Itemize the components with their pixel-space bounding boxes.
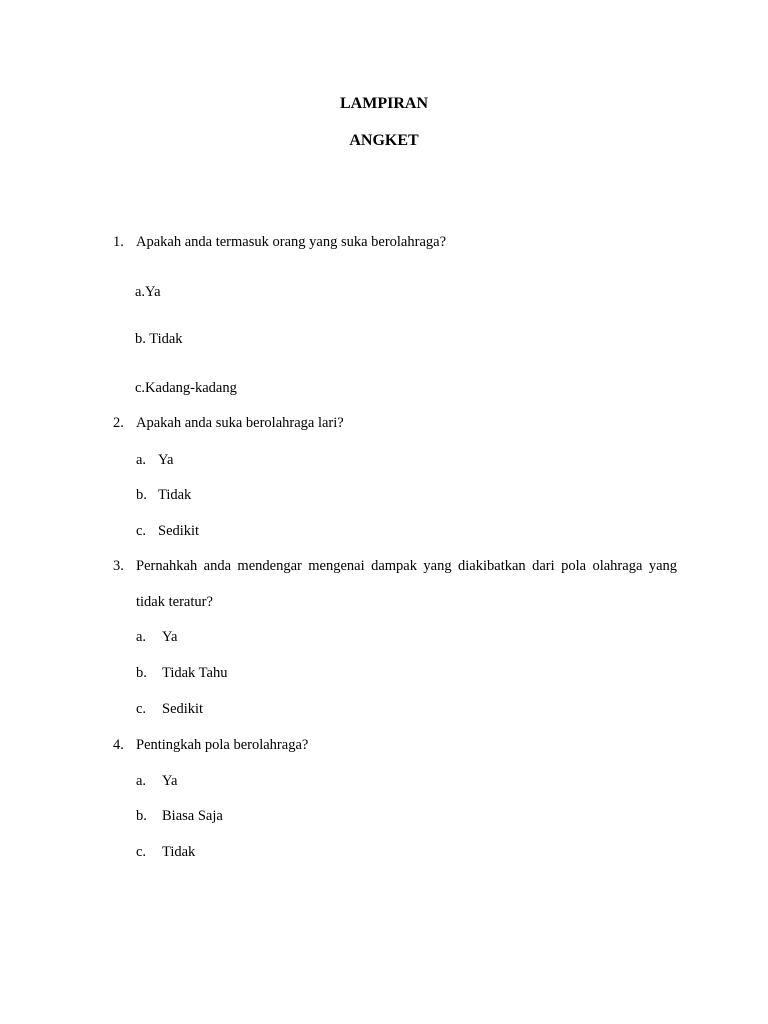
option-c-text: Sedikit (158, 523, 200, 539)
option-c: c.Kadang-kadang (135, 380, 237, 396)
option-c-text: Sedikit (162, 701, 204, 717)
option-b-letter: b. (136, 665, 147, 681)
question-number: 4. (113, 737, 124, 753)
option-b-letter: b. (136, 808, 147, 824)
option-a-letter: a. (136, 773, 147, 789)
question-text: Pentingkah pola berolahraga? (136, 737, 309, 753)
question-text: Apakah anda suka berolahraga lari? (136, 415, 344, 431)
option-b: b. Tidak (135, 331, 183, 347)
option-c-letter: c. (136, 844, 147, 860)
option-c-text: Tidak (162, 844, 196, 860)
question-number: 3. (113, 558, 124, 574)
option-c-letter: c. (136, 701, 147, 717)
option-a-text: Ya (162, 629, 178, 645)
question-text: Apakah anda termasuk orang yang suka berolahraga? (136, 234, 447, 250)
option-b-text: Tidak Tahu (162, 665, 228, 681)
document-title: LAMPIRAN (340, 95, 428, 112)
option-b-letter: b. (136, 487, 147, 503)
option-a-text: Ya (158, 452, 174, 468)
option-b-text: Biasa Saja (162, 808, 223, 824)
option-c-letter: c. (136, 523, 147, 539)
question-number: 1. (113, 234, 124, 250)
option-a-letter: a. (136, 452, 147, 468)
option-a-text: Ya (162, 773, 178, 789)
document-subtitle: ANGKET (349, 132, 419, 149)
question-text-continued: tidak teratur? (136, 594, 213, 610)
option-b-text: Tidak (158, 487, 192, 503)
question-number: 2. (113, 415, 124, 431)
question-text: Pernahkah anda mendengar mengenai dampak yang diakibatkan dari pola olahraga yang (136, 558, 677, 574)
option-a-letter: a. (136, 629, 147, 645)
option-a: a.Ya (135, 284, 161, 300)
